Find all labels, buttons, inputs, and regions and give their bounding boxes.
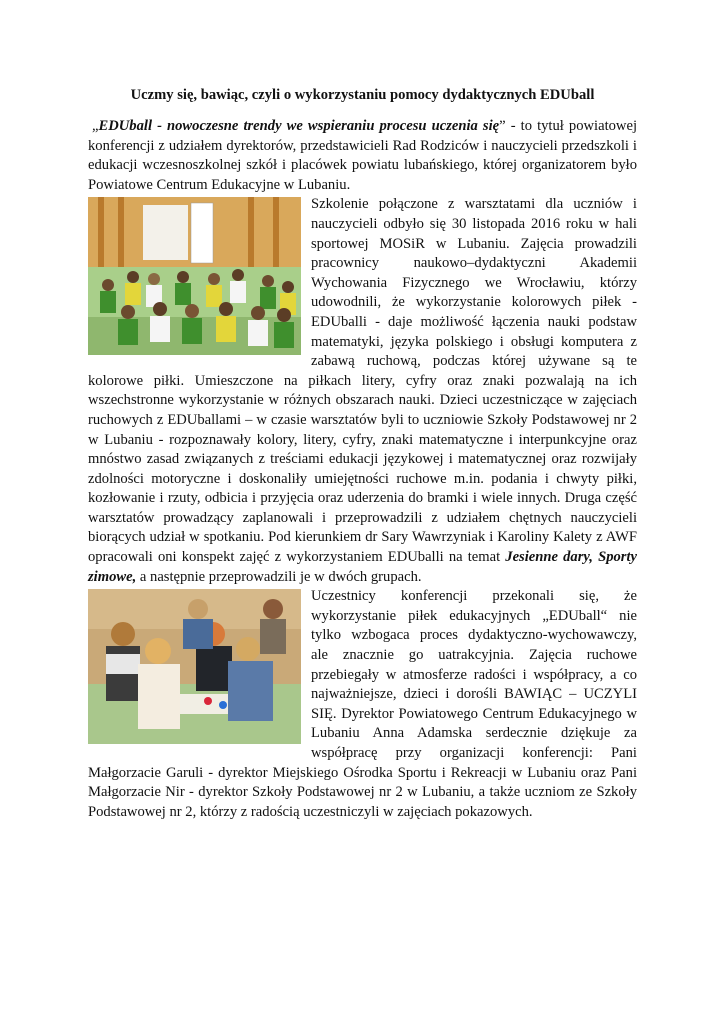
intro-paragraph bbox=[88, 117, 637, 195]
lesson-topics: Jesienne dary, Sporty zimowe, bbox=[88, 549, 637, 585]
closing-text: Uczestnicy konferencji przekonali się, że wykorzystanie piłek edukacyjnych „EDUball“ nie tylko wzbogaca proces dydaktyczno-wychowawczy, ale znacznie go uatrakcyjnia. Zajęcia ruchowe przebiegały w atmosferze radości i współpracy, a co najważniejsze, dzieci i dorośli BAWIĄC – UCZYLI SIĘ. Dyrektor Powiatowego Centrum Edukacyjnego w Lubaniu Anna Adamska serdecznie dziękuje za współpracę przy organizacji konferencji: Pani Małgorzacie Garuli - dyrektor Miejskiego Ośrodka Sportu i Rekreacji w Lubaniu oraz Pani Małgorzacie Nir - dyrektor Szkoły Podstawowej nr 2 w Lubaniu, a także uczniom ze Szkoły Podstawowej nr 2, którzy z radością uczestniczyli w zajęciach pokazowych. bbox=[88, 588, 637, 820]
document-page bbox=[88, 86, 637, 822]
teachers-workshop-photo bbox=[88, 589, 301, 744]
children-workshop-photo bbox=[88, 197, 301, 355]
conference-title: EDUball - nowoczesne trendy we wspieraniu procesu uczenia się bbox=[98, 118, 500, 134]
close-quote: ” bbox=[499, 118, 506, 134]
workshop-text: Szkolenie połączone z warsztatami dla uczniów i nauczycieli odbyło się 30 listopada 2016 roku w hali sportowej MOSiR w Lubaniu. Zajęcia prowadzili pracownicy naukowo–dydaktyczni Akademii Wychowania Fizycznego we Wrocławiu, którzy udowodnili, że wykorzystanie kolorowych piłek - EDUballi - daje możliwość łączenia nauki podstaw matematyki, języka polskiego i obsługi komputera z zabawą ruchową, podczas której używane są te kolorowe piłki. Umieszczone na piłkach litery, cyfry oraz znaki pozwalają na ich wszechstronne wykorzystanie w różnych obszarach nauki. Dzieci uczestniczące w zajęciach ruchowych z EDUballami – w czasie warsztatów byli to uczniowie Szkoły Podstawowej nr 2 w Lubaniu - rozpoznawały kolory, litery, cyfry, znaki matematyczne i interpunkcyjne oraz mnóstwo zasad związanych z treściami edukacji językowej i matematycznej oraz rozwijały zdolności motoryczne i doskonaliły umiejętności ruchowe m.in. podania i chwyty piłki, kozłowanie i rzuty, odbicia i przyjęcia oraz uderzenia do bramki i wiele innych. Druga część warsztatów prowadzący zaplanowali i przeprowadzili z udziałem chętnych nauczycieli biorących udział w spotkaniu. Pod kierunkiem dr Sary Wawrzyniak i Karoliny Kalety z AWF opracowali oni konspekt zajęć z wykorzystaniem EDUballi na temat bbox=[88, 196, 637, 566]
intro-text: - to tytuł powiatowej konferencji z udziałem dyrektorów, przedstawicieli Rad Rodziców i nauczycieli przedszkoli i edukacji wczesnoszkolnej szkół i placówek powiatu lubańskiego, której organizatorem było Powiatowe Centrum Edukacyjne w Lubaniu. bbox=[88, 118, 638, 193]
closing-paragraph bbox=[88, 587, 637, 822]
workshop-paragraph bbox=[88, 195, 637, 587]
open-quote: „ bbox=[92, 118, 99, 134]
article-title: Uczmy się, bawiąc, czyli o wykorzystaniu pomocy dydaktycznych EDUball bbox=[130, 87, 595, 103]
workshop-text-end: a następnie przeprowadzili je w dwóch grupach. bbox=[136, 568, 422, 585]
